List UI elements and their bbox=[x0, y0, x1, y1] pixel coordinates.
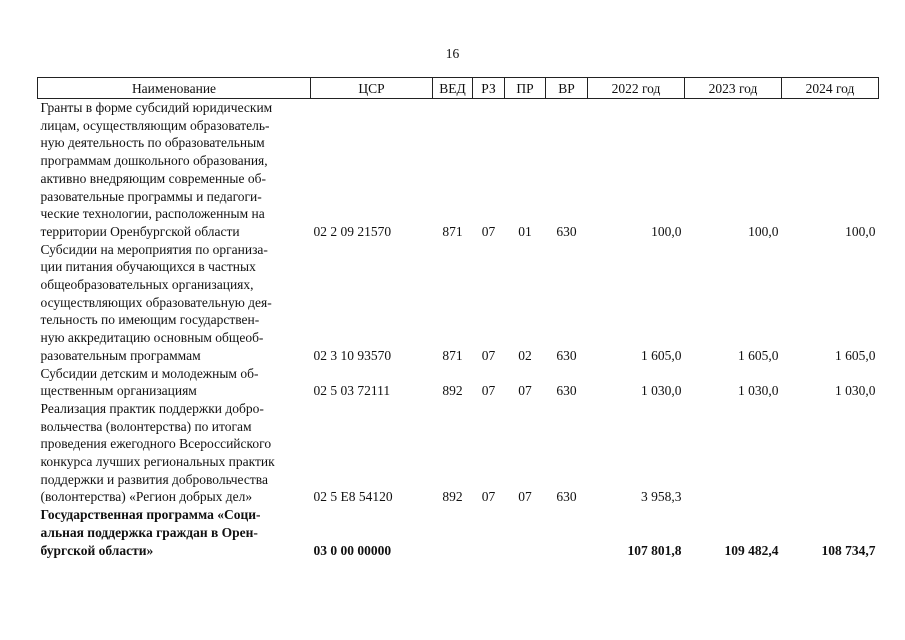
cell-name bbox=[38, 241, 311, 365]
cell-2022: 107 801,8 bbox=[627, 542, 682, 558]
table-row bbox=[38, 400, 879, 506]
budget-table bbox=[37, 77, 879, 559]
name-line: осуществляющих образовательную дея- bbox=[40, 294, 272, 310]
cell-pr: 01 bbox=[518, 223, 532, 239]
cell-2024: 1 605,0 bbox=[835, 347, 876, 363]
cell-2022: 3 958,3 bbox=[641, 489, 682, 505]
cell-rz: 07 bbox=[481, 489, 496, 505]
cell-vr: 630 bbox=[556, 489, 577, 505]
cell-rz bbox=[473, 506, 505, 559]
cell-vr: 630 bbox=[556, 223, 577, 239]
cell-ved: 892 bbox=[442, 489, 463, 505]
table-header-row bbox=[38, 78, 879, 99]
cell-csr: 02 3 10 93570 bbox=[313, 347, 392, 363]
cell-rz: 07 bbox=[481, 347, 496, 363]
cell-ved: 871 bbox=[442, 223, 463, 239]
header-name: Наименование bbox=[38, 78, 311, 99]
header-pr: ПР bbox=[505, 78, 546, 99]
cell-vr: 630 bbox=[556, 383, 577, 399]
cell-vr: 630 bbox=[556, 347, 577, 363]
cell-ved bbox=[433, 506, 473, 559]
name-line: ную аккредитацию основным общеоб- bbox=[40, 330, 264, 346]
name-line: бургской области» bbox=[40, 542, 154, 558]
cell-2023: 100,0 bbox=[748, 223, 779, 239]
table-row bbox=[38, 365, 879, 400]
name-line: Гранты в форме субсидий юридическим bbox=[40, 100, 273, 115]
name-line: Субсидии детским и молодежным об- bbox=[40, 365, 259, 381]
name-line: вольчества (волонтерства) по итогам bbox=[40, 418, 252, 434]
name-line: ции питания обучающихся в частных bbox=[40, 259, 256, 275]
table-row bbox=[38, 99, 879, 241]
name-line: (волонтерства) «Регион добрых дел» bbox=[40, 489, 253, 505]
cell-name bbox=[38, 506, 311, 559]
header-2023: 2023 год bbox=[685, 78, 782, 99]
cell-2022: 100,0 bbox=[651, 223, 682, 239]
name-line: территории Оренбургской области bbox=[40, 223, 240, 239]
table-row bbox=[38, 241, 879, 365]
cell-csr: 02 5 03 72111 bbox=[313, 383, 391, 399]
cell-pr: 07 bbox=[518, 489, 532, 505]
name-line: программам дошкольного образования, bbox=[40, 153, 268, 169]
cell-csr: 02 5 E8 54120 bbox=[313, 489, 393, 505]
name-line: тельность по имеющим государствен- bbox=[40, 312, 260, 328]
cell-2023: 109 482,4 bbox=[724, 542, 779, 558]
name-line: Государственная программа «Соци- bbox=[40, 507, 261, 523]
cell-pr: 07 bbox=[518, 383, 532, 399]
header-rz: РЗ bbox=[473, 78, 505, 99]
cell-2024: 100,0 bbox=[845, 223, 876, 239]
cell-2023 bbox=[685, 400, 782, 506]
header-vr: ВР bbox=[546, 78, 588, 99]
cell-rz: 07 bbox=[481, 223, 496, 239]
cell-pr bbox=[505, 506, 546, 559]
cell-2024: 108 734,7 bbox=[821, 542, 876, 558]
header-csr: ЦСР bbox=[311, 78, 433, 99]
name-line: проведения ежегодного Всероссийского bbox=[40, 436, 272, 452]
cell-name bbox=[38, 365, 311, 400]
table-body bbox=[38, 99, 879, 560]
name-line: разовательные программы и педагоги- bbox=[40, 188, 262, 204]
cell-2022: 1 605,0 bbox=[641, 347, 682, 363]
name-line: активно внедряющим современные об- bbox=[40, 170, 266, 186]
header-2022: 2022 год bbox=[588, 78, 685, 99]
header-ved: ВЕД bbox=[433, 78, 473, 99]
cell-vr bbox=[546, 506, 588, 559]
cell-name bbox=[38, 400, 311, 506]
name-line: альная поддержка граждан в Орен- bbox=[40, 524, 258, 540]
cell-pr: 02 bbox=[518, 347, 532, 363]
cell-2022: 1 030,0 bbox=[641, 383, 682, 399]
page-number: 16 bbox=[445, 46, 460, 61]
name-line: Субсидии на мероприятия по организа- bbox=[40, 241, 268, 257]
cell-2024: 1 030,0 bbox=[835, 383, 876, 399]
cell-ved: 871 bbox=[442, 347, 463, 363]
cell-2023: 1 030,0 bbox=[738, 383, 779, 399]
name-line: лицам, осуществляющим образователь- bbox=[40, 117, 270, 133]
table-row bbox=[38, 506, 879, 559]
name-line: Реализация практик поддержки добро- bbox=[40, 400, 264, 416]
name-line: конкурса лучших региональных практик bbox=[40, 454, 275, 470]
cell-ved: 892 bbox=[442, 383, 463, 399]
cell-2024 bbox=[782, 400, 879, 506]
cell-csr: 03 0 00 00000 bbox=[313, 542, 392, 558]
cell-2023: 1 605,0 bbox=[738, 347, 779, 363]
name-line: разовательным программам bbox=[40, 347, 201, 363]
cell-csr: 02 2 09 21570 bbox=[313, 223, 392, 239]
name-line: общеобразовательных организациях, bbox=[40, 277, 254, 293]
name-line: щественным организациям bbox=[40, 383, 197, 399]
cell-name bbox=[38, 99, 311, 241]
header-2024: 2024 год bbox=[782, 78, 879, 99]
name-line: ную деятельность по образовательным bbox=[40, 135, 265, 151]
name-line: поддержки и развития добровольчества bbox=[40, 471, 268, 487]
name-line: ческие технологии, расположенным на bbox=[40, 206, 265, 222]
cell-rz: 07 bbox=[481, 383, 496, 399]
